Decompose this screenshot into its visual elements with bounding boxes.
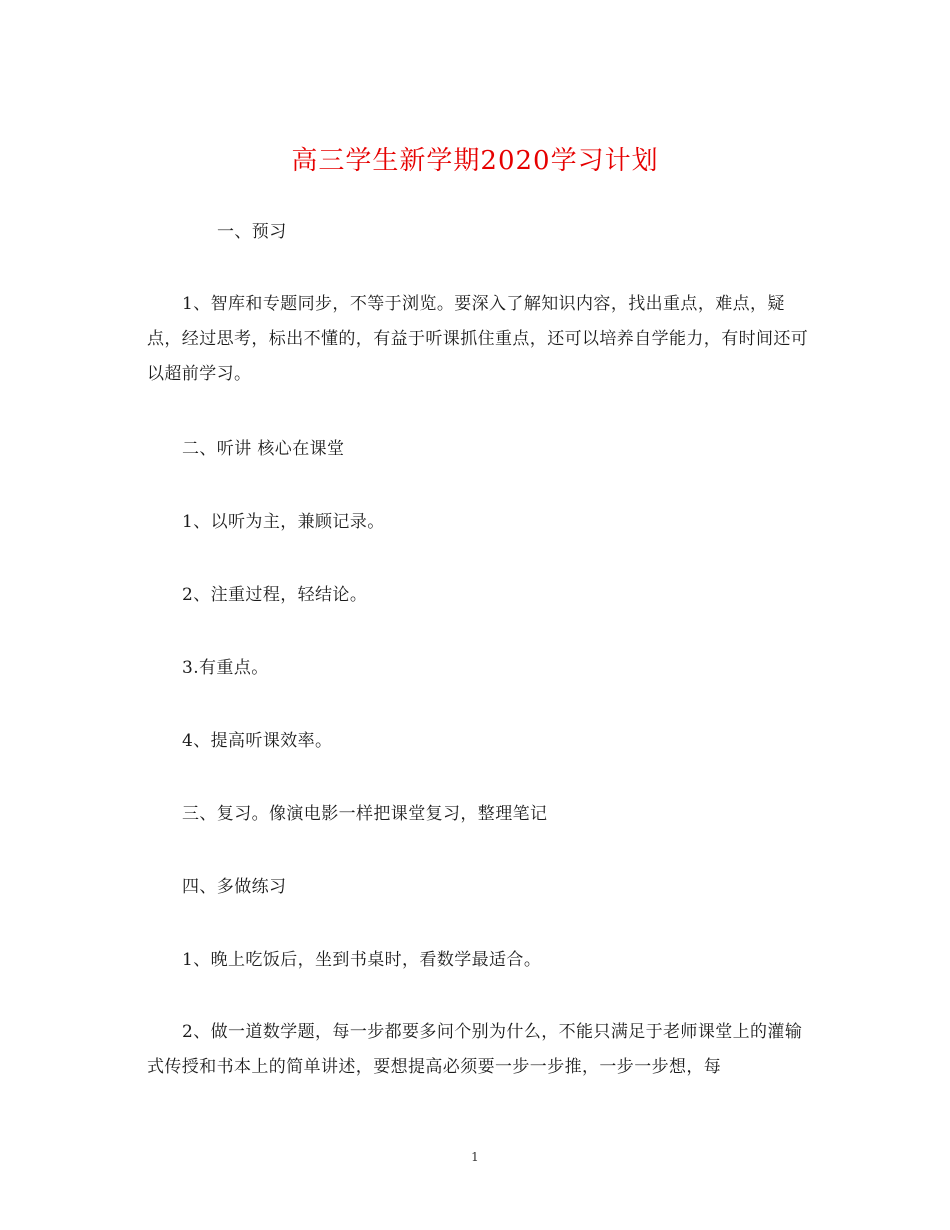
paragraph-listening-2: 2、注重过程，轻结论。 xyxy=(182,585,368,605)
paragraph-practice-2: 2、做一道数学题，每一步都要多问个别为什么，不能只满足于老师课堂上的灌输式传授和书本上的简单讲述，要想提高必须要一步一步推，一步一步想，每 xyxy=(147,1022,803,1077)
section-heading-preview: 一、预习 xyxy=(217,222,287,242)
paragraph-listening-3: 3.有重点。 xyxy=(182,658,269,678)
document-title: 高三学生新学期2020学习计划 xyxy=(291,146,659,176)
page-number: 1 xyxy=(471,1150,479,1164)
section-heading-review: 三、复习。像演电影一样把课堂复习，整理笔记 xyxy=(182,804,548,824)
section-heading-practice: 四、多做练习 xyxy=(182,877,287,897)
paragraph-preview-1: 1、智库和专题同步，不等于浏览。要深入了解知识内容，找出重点，难点，疑点，经过思考，标出不懂的，有益于听课抓住重点，还可以培养自学能力，有时间还可以超前学习。 xyxy=(147,294,809,384)
section-heading-listening: 二、听讲 核心在课堂 xyxy=(182,439,345,459)
paragraph-listening-4: 4、提高听课效率。 xyxy=(182,731,333,751)
paragraph-listening-1: 1、以听为主，兼顾记录。 xyxy=(182,512,385,532)
paragraph-practice-1: 1、晚上吃饭后，坐到书桌时，看数学最适合。 xyxy=(182,950,542,970)
